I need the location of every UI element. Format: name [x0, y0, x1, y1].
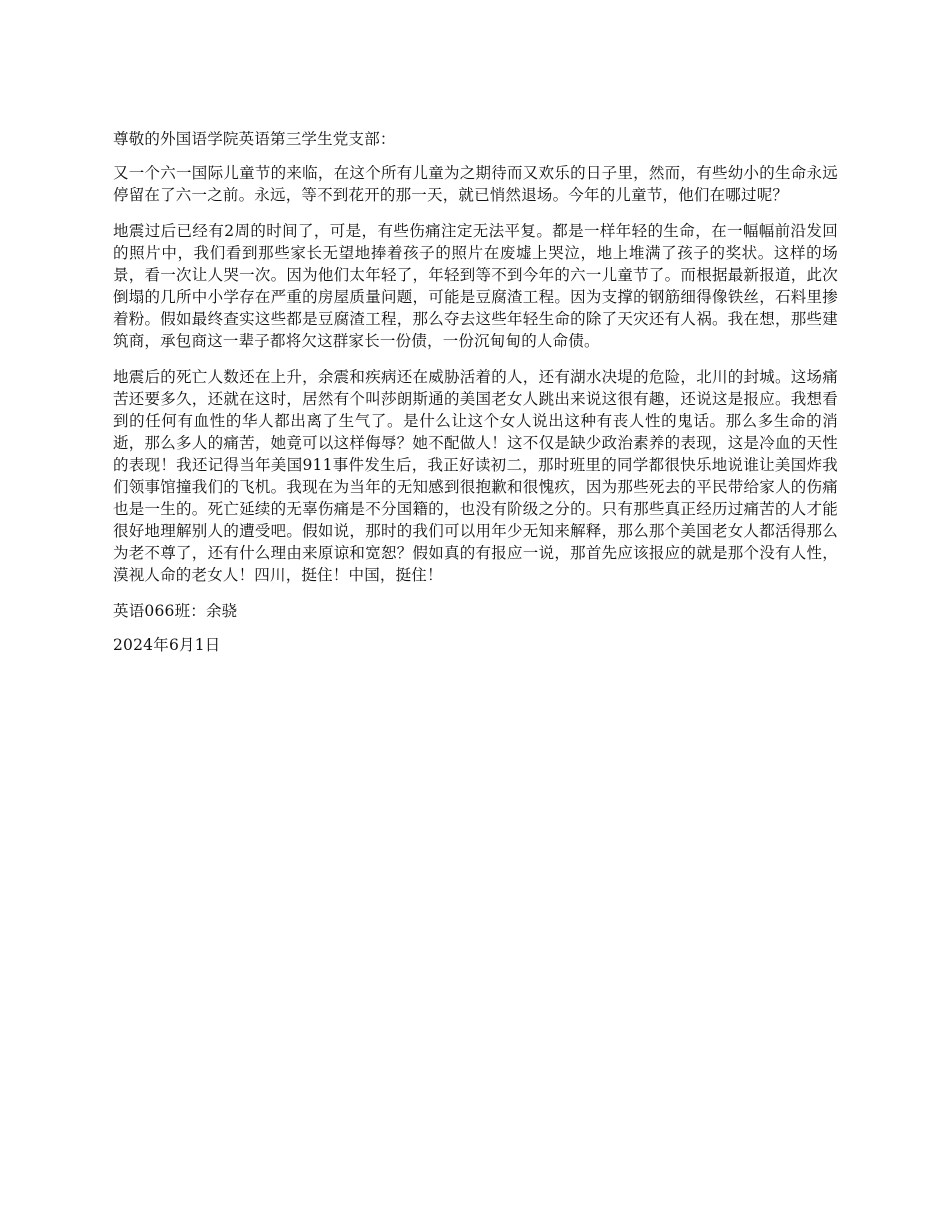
- letter-salutation: 尊敬的外国语学院英语第三学生党支部：: [113, 130, 396, 148]
- letter-paragraph-2: 地震过后已经有2周的时间了，可是，有些伤痛注定无法平复。都是一样年轻的生命，在一幅幅前沿发回的照片中，我们看到那些家长无望地捧着孩子的照片在废墟上哭泣，地上堆满了孩子的奖状。这样的场景，看一次让人哭一次。因为他们太年轻了，年轻到等不到今年的六一儿童节了。而根据最新报道，此次倒塌的几所中小学存在严重的房屋质量问题，可能是豆腐渣工程。因为支撑的钢筋细得像铁丝，石料里掺着粉。假如最终查实这些都是豆腐渣工程，那么夺去这些年轻生命的除了天灾还有人祸。我在想，那些建筑商，承包商这一辈子都将欠这群家长一份债，一份沉甸甸的人命债。: [113, 222, 838, 350]
- letter-paragraph-3: 地震后的死亡人数还在上升，余震和疾病还在威胁活着的人，还有湖水决堤的危险，北川的封城。这场痛苦还要多久，还就在这时，居然有个叫莎朗斯通的美国老女人跳出来说这很有趣，还说这是报应。我想看到的任何有血性的华人都出离了生气了。是什么让这个女人说出这种有丧人性的鬼话。那么多生命的消逝，那么多人的痛苦，她竟可以这样侮辱？她不配做人！这不仅是缺少政治素养的表现，这是冷血的天性的表现！我还记得当年美国911事件发生后，我正好读初二，那时班里的同学都很快乐地说谁让美国炸我们领事馆撞我们的飞机。我现在为当年的无知感到很抱歉和很愧疚，因为那些死去的平民带给家人的伤痛也是一生的。死亡延续的无辜伤痛是不分国籍的，也没有阶级之分的。只有那些真正经历过痛苦的人才能很好地理解别人的遭受吧。假如说，那时的我们可以用年少无知来解释，那么那个美国老女人都活得那么为老不尊了，还有什么理由来原谅和宽恕？假如真的有报应一说，那首先应该报应的就是那个没有人性，漠视人命的老女人！四川，挺住！中国，挺住！: [113, 368, 838, 584]
- letter-paragraph-1: 又一个六一国际儿童节的来临，在这个所有儿童为之期待而又欢乐的日子里，然而，有些幼小的生命永远停留在了六一之前。永远，等不到花开的那一天，就已悄然退场。今年的儿童节，他们在哪过呢？: [113, 164, 838, 204]
- letter-signature: 英语066班：余骁: [113, 602, 238, 620]
- letter-date: 2024年6月1日: [113, 636, 221, 654]
- letter-page: [113, 128, 838, 656]
